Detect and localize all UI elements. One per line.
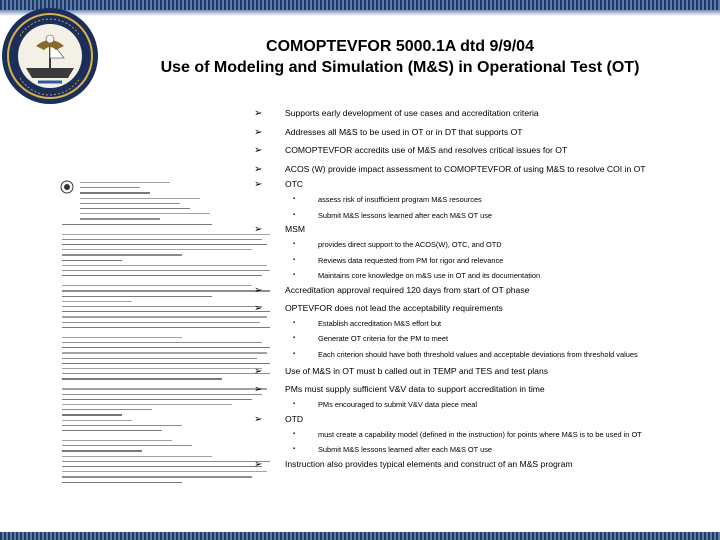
list-item-text: ACOS (W) provide impact assessment to COMOPTEVFOR of using M&S to resolve COI in OT <box>285 164 646 174</box>
square-bullet-icon: ▪ <box>293 446 296 452</box>
sub-list-item <box>254 350 694 360</box>
memo-text-line <box>62 260 122 261</box>
memo-text-line <box>62 296 212 297</box>
memo-text-line <box>62 440 172 441</box>
sub-list-item <box>254 271 694 281</box>
square-bullet-icon: ▪ <box>293 335 296 341</box>
sub-list-item-text: assess risk of insufficient program M&S resources <box>318 195 482 204</box>
arrow-bullet-icon: ➢ <box>254 384 263 395</box>
memo-text-line <box>62 270 270 271</box>
sub-list-item <box>254 430 694 440</box>
sub-list-item <box>254 445 694 455</box>
memo-text-line <box>62 476 252 477</box>
list-item-text: COMOPTEVFOR accredits use of M&S and resolves critical issues for OT <box>285 145 568 155</box>
sub-list-item-text: PMs encouraged to submit V&V data piece meal <box>318 400 477 409</box>
memo-text-line <box>62 394 262 395</box>
memo-text-line <box>62 414 122 415</box>
arrow-bullet-icon: ➢ <box>254 413 263 425</box>
arrow-bullet-icon: ➢ <box>254 284 263 296</box>
memo-text-line <box>62 311 270 312</box>
memo-text-line <box>80 208 190 209</box>
top-decorative-band <box>0 0 720 16</box>
list-item <box>254 303 694 314</box>
memo-text-line <box>62 420 132 421</box>
sub-list-item-text: Reviews data requested from PM for rigor and relevance <box>318 255 504 265</box>
memo-text-line <box>62 306 262 307</box>
memo-text-line <box>62 265 267 266</box>
list-item-text: OTC <box>285 179 304 189</box>
memo-text-line <box>62 409 152 410</box>
sub-list-item-text: must create a capability model (defined in the instruction) for points where M&S is to be used in OT <box>318 429 642 439</box>
list-item <box>254 179 694 190</box>
memo-text-line <box>62 466 262 467</box>
list-item <box>254 285 694 296</box>
sub-list-item-text: Submit M&S lessons learned after each M&S OT use <box>318 210 493 220</box>
list-item-text: OPTEVFOR does not lead the acceptability requirements <box>285 302 503 313</box>
square-bullet-icon: ▪ <box>293 196 296 202</box>
memo-text-line <box>62 290 270 291</box>
memo-text-line <box>62 352 267 353</box>
slide-title <box>110 36 690 78</box>
memo-text-line <box>80 182 170 183</box>
memo-text-line <box>62 285 252 286</box>
memo-text-line <box>62 378 222 379</box>
list-item-text: OTD <box>285 413 304 424</box>
memo-text-line <box>80 192 150 193</box>
sub-list-item-text: Each criterion should have both threshold values and acceptable deviations from threshold values <box>318 349 638 359</box>
memo-text-line <box>62 425 182 426</box>
list-item <box>254 459 694 470</box>
square-bullet-icon: ▪ <box>293 211 296 218</box>
memo-text-line <box>62 471 267 472</box>
arrow-bullet-icon: ➢ <box>254 224 263 235</box>
memo-seal-icon <box>60 180 74 194</box>
square-bullet-icon: ▪ <box>293 319 296 326</box>
memo-text-line <box>62 301 132 302</box>
memo-text-line <box>62 254 182 255</box>
sub-list-item <box>254 211 694 221</box>
list-item <box>254 414 694 425</box>
arrow-bullet-icon: ➢ <box>254 302 263 314</box>
arrow-bullet-icon: ➢ <box>254 145 263 156</box>
square-bullet-icon: ▪ <box>293 256 296 263</box>
sub-list-item <box>254 319 694 329</box>
memo-text-line <box>62 450 142 451</box>
list-item <box>254 108 694 119</box>
memo-text-line <box>80 203 180 204</box>
title-line-2: Use of Modeling and Simulation (M&S) in Operational Test (OT) <box>160 59 640 76</box>
square-bullet-icon: ▪ <box>293 430 296 437</box>
square-bullet-icon: ▪ <box>293 350 296 357</box>
memo-text-line <box>80 187 140 188</box>
sub-list-item <box>254 240 694 250</box>
memo-text-line <box>80 218 160 219</box>
list-item-text: PMs must supply sufficient V&V data to support accreditation in time <box>285 384 545 394</box>
memo-text-line <box>62 337 182 338</box>
memo-text-line <box>80 213 210 214</box>
bullet-list <box>254 108 694 470</box>
memo-text-line <box>62 224 212 225</box>
sub-list-item-text: Establish accreditation M&S effort but <box>318 318 442 328</box>
memo-document-thumbnail <box>58 178 272 488</box>
memo-text-line <box>62 342 262 343</box>
memo-text-line <box>62 399 252 400</box>
memo-text-line <box>62 234 270 235</box>
list-item-text: Addresses all M&S to be used in OT or in DT that supports OT <box>285 127 523 137</box>
list-item <box>254 224 694 235</box>
memo-text-line <box>62 363 270 364</box>
list-item <box>254 127 694 138</box>
memo-text-line <box>62 388 267 389</box>
memo-text-line <box>62 347 270 348</box>
memo-text-line <box>62 373 270 374</box>
sub-list-item-text: Submit M&S lessons learned after each M&S OT use <box>318 445 493 454</box>
square-bullet-icon: ▪ <box>293 241 296 247</box>
memo-text-line <box>62 249 252 250</box>
memo-text-line <box>80 198 200 199</box>
sub-list-item-text: Generate OT criteria for the PM to meet <box>318 334 449 343</box>
arrow-bullet-icon: ➢ <box>254 458 263 470</box>
arrow-bullet-icon: ➢ <box>254 108 263 119</box>
list-item-text: Use of M&S in OT must b called out in TEMP and TES and test plans <box>285 366 549 376</box>
memo-text-line <box>62 244 267 245</box>
list-item <box>254 384 694 395</box>
memo-text-line <box>62 275 262 276</box>
memo-text-line <box>62 316 267 317</box>
memo-text-line <box>62 482 182 483</box>
memo-text-line <box>62 456 212 457</box>
list-item <box>254 366 694 377</box>
list-item-text: Accreditation approval required 120 days from start of OT phase <box>285 284 530 295</box>
arrow-bullet-icon: ➢ <box>254 366 263 377</box>
arrow-bullet-icon: ➢ <box>254 179 263 190</box>
sub-list-item <box>254 195 694 205</box>
memo-text-line <box>62 358 257 359</box>
title-line-1: COMOPTEVFOR 5000.1A dtd 9/9/04 <box>266 38 534 55</box>
memo-text-line <box>62 430 162 431</box>
bottom-decorative-band <box>0 532 720 540</box>
memo-text-line <box>62 322 260 323</box>
sub-list-item <box>254 256 694 266</box>
list-item-text: Supports early development of use cases and accreditation criteria <box>285 108 539 118</box>
list-item-text: Instruction also provides typical elements and construct of an M&S program <box>285 458 573 469</box>
list-item-text: MSM <box>285 224 306 234</box>
square-bullet-icon: ▪ <box>293 272 296 278</box>
arrow-bullet-icon: ➢ <box>254 164 263 175</box>
sub-list-item <box>254 400 694 410</box>
sub-list-item <box>254 334 694 344</box>
square-bullet-icon: ▪ <box>293 401 296 407</box>
sub-list-item-text: Maintains core knowledge on m&S use in OT and its documentation <box>318 271 541 280</box>
memo-text-line <box>62 461 270 462</box>
memo-text-line <box>62 239 262 240</box>
navy-seal-icon <box>0 6 100 106</box>
sub-list-item-text: provides direct support to the ACOS(W), OTC, and OTD <box>318 240 502 249</box>
memo-text-line <box>62 404 232 405</box>
list-item <box>254 145 694 156</box>
memo-text-line <box>62 445 192 446</box>
arrow-bullet-icon: ➢ <box>254 127 263 138</box>
memo-text-line <box>62 368 262 369</box>
memo-text-line <box>62 327 270 328</box>
list-item <box>254 164 694 175</box>
